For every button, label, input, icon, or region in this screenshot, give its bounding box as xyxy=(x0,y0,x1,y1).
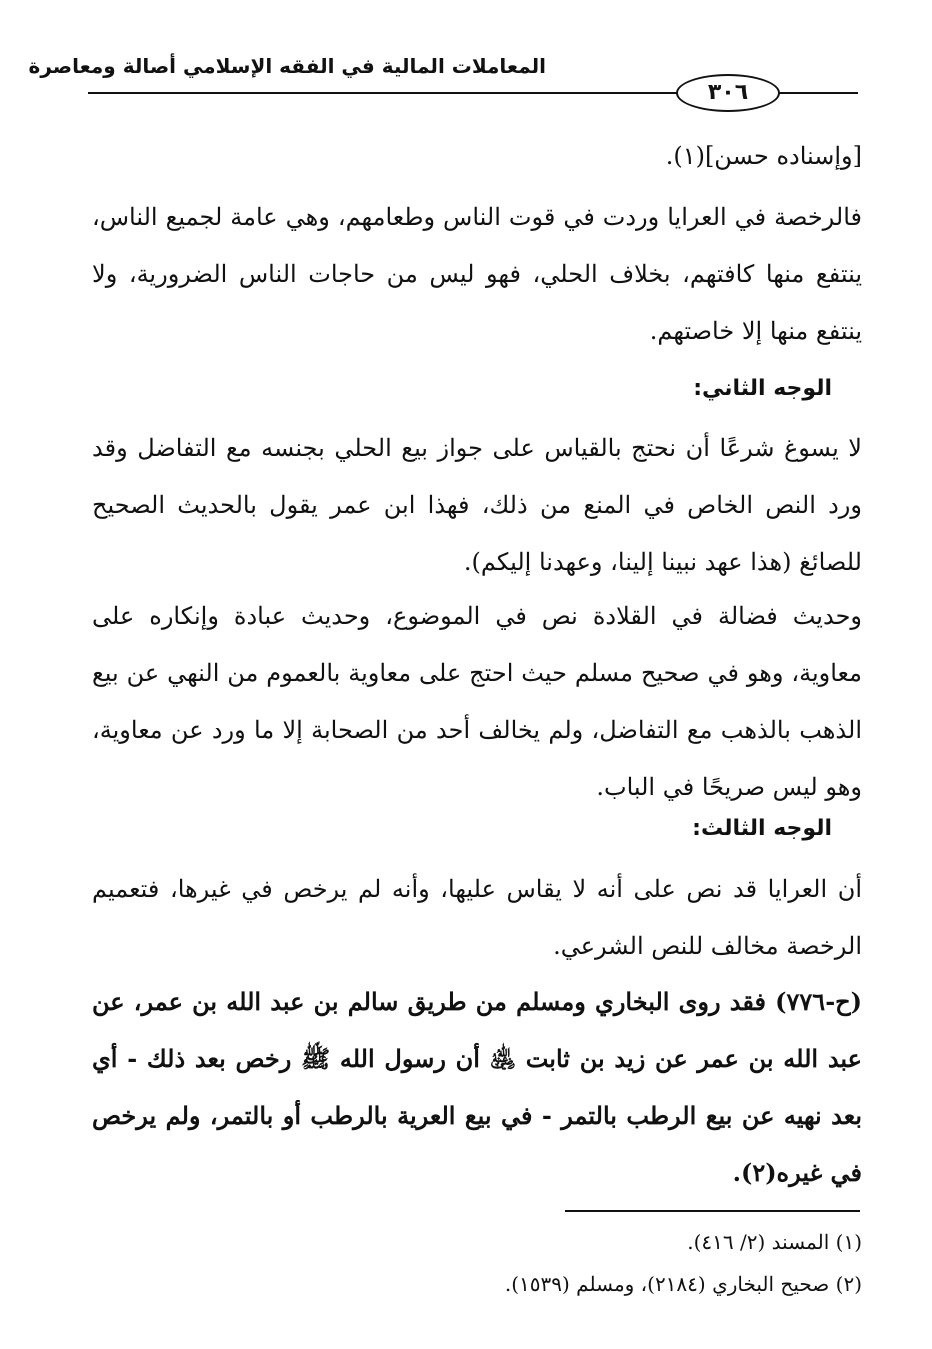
page-number: ٣٠٦ xyxy=(676,74,780,112)
paragraph-second-aspect: لا يسوغ شرعًا أن نحتج بالقياس على جواز بيع الحلي بجنسه مع التفاضل وقد ورد النص الخاص في المنع من ذلك، فهذا ابن عمر يقول بالحديث الصحيح للصائغ (هذا عهد نبينا إلينا، وعهدنا إليكم). xyxy=(92,434,862,576)
running-header-title: المعاملات المالية في الفقه الإسلامي أصالة ومعاصرة xyxy=(28,54,546,78)
paragraph-fadala-hadith: وحديث فضالة في القلادة نص في الموضوع، وحديث عبادة وإنكاره على معاوية، وهو في صحيح مسلم حيث احتج على معاوية بالعموم من النهي عن بيع الذهب بالذهب مع التفاضل، ولم يخالف أحد من الصحابة إلا ما ورد عن معاوية، وهو ليس صريحًا في الباب. xyxy=(92,602,863,801)
paragraph-third-aspect: أن العرايا قد نص على أنه لا يقاس عليها، وأنه لم يرخص في غيرها، فتعميم الرخصة مخالف للنص الشرعي. xyxy=(92,875,862,960)
paragraph-isnad: [وإسناده حسن](١). xyxy=(665,142,862,170)
paragraph-hadith-776: (ح-٧٧٦) فقد روى البخاري ومسلم من طريق سالم بن عبد الله بن عمر، عن عبد الله بن عمر عن زيد بن ثابت ﵁ أن رسول الله ﷺ رخص بعد ذلك - أي بعد نهيه عن بيع الرطب بالتمر - في بيع العرية بالرطب أو بالتمر، ولم يرخص في غيره(٢). xyxy=(92,987,863,1187)
heading-third-aspect: الوجه الثالث: xyxy=(692,816,832,841)
footnote-rule xyxy=(565,1210,860,1212)
footnote-2: (٢) صحيح البخاري (٢١٨٤)، ومسلم (١٥٣٩). xyxy=(504,1272,862,1296)
heading-second-aspect: الوجه الثاني: xyxy=(693,376,832,401)
paragraph-rukhsa: فالرخصة في العرايا وردت في قوت الناس وطعامهم، وهي عامة لجميع الناس، ينتفع منها كافتهم، بخلاف الحلي، فهو ليس من حاجات الناس الضرورية، ولا ينتفع منها إلا خاصتهم. xyxy=(92,203,862,345)
footnote-1: (١) المسند (٢/ ٤١٦). xyxy=(687,1230,862,1254)
